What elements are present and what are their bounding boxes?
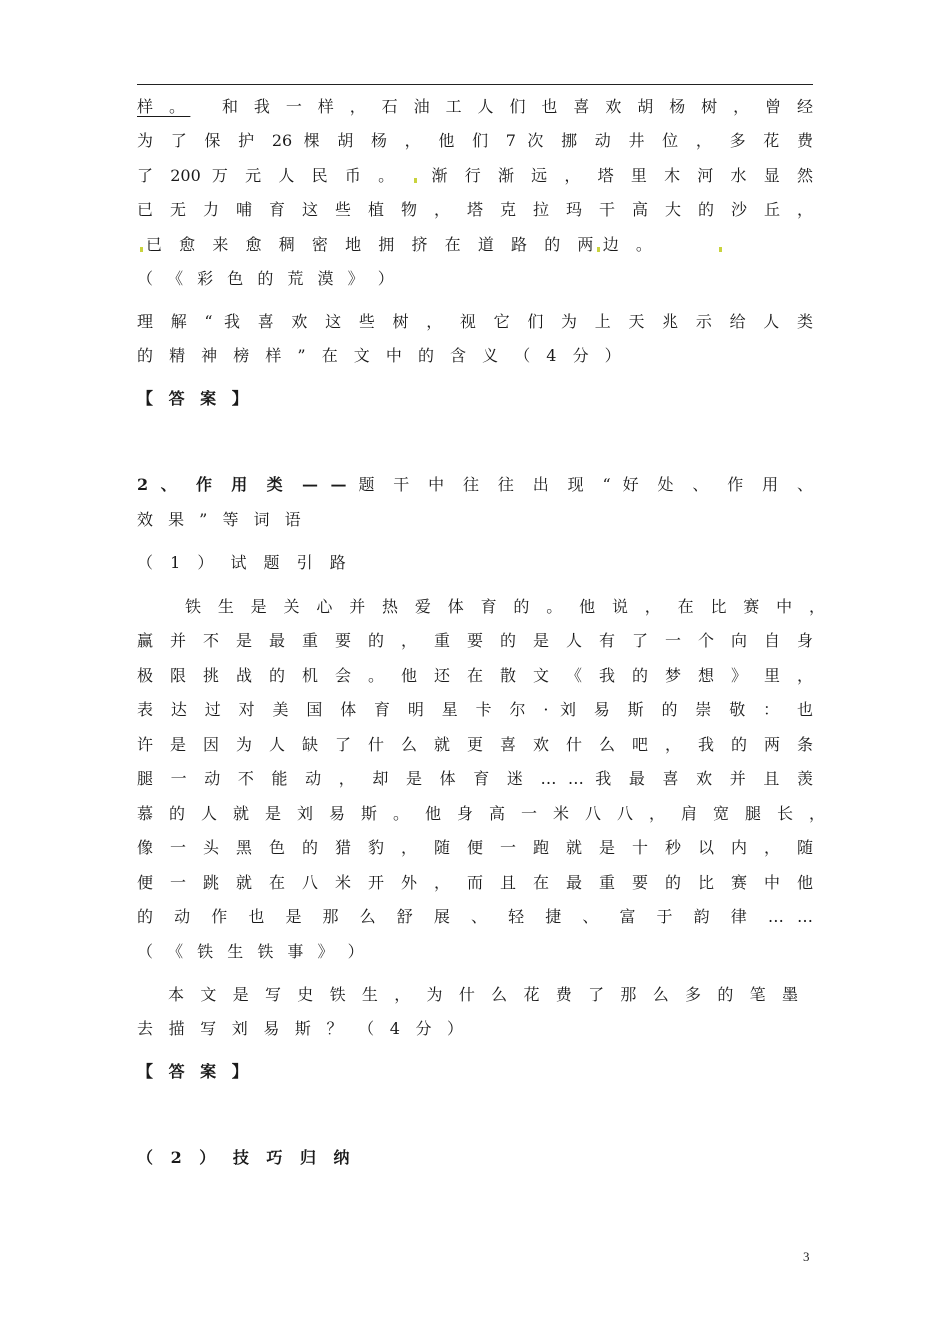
section2-heading-text: 题 干 中 往 往 出 现 “ 好 处 、 作 用 、	[358, 475, 813, 494]
passage1-text: 边 。	[602, 235, 653, 254]
page-number: 3	[803, 1249, 810, 1264]
passage1-source: （ 《 彩 色 的 荒 漠 》 ）	[137, 269, 394, 288]
passage1-text: 渐 行 渐 远 ， 塔 里 木 河 水 显 然	[431, 166, 813, 185]
passage2-line: 铁 生 是 关 心 并 热 爱 体 育 的 。 他 说 ， 在 比 赛 中 ，	[185, 597, 825, 616]
passage2-line: 表 达 过 对 美 国 体 育 明 星 卡 尔 · 刘 易 斯 的 崇 敬 ： 也	[137, 700, 813, 719]
answer-label: 【 答 案 】	[137, 1062, 248, 1081]
question2-line: 去 描 写 刘 易 斯 ？ （ 4 分 ）	[137, 1019, 464, 1038]
passage2-line: 极 限 挑 战 的 机 会 。 他 还 在 散 文 《 我 的 梦 想 》 里 ，	[137, 666, 813, 685]
passage2-line: 许 是 因 为 人 缺 了 什 么 就 更 喜 欢 什 么 吧 ， 我 的 两 条	[137, 735, 813, 754]
passage2-source: （ 《 铁 生 铁 事 》 ）	[137, 942, 364, 961]
highlight-mark	[719, 247, 722, 252]
highlight-mark	[140, 247, 143, 252]
passage1-line: 已 无 力 哺 育 这 些 植 物 ， 塔 克 拉 玛 干 高 大 的 沙 丘 ，	[137, 200, 813, 219]
passage1-line	[137, 165, 813, 187]
passage1-text: 了 200 万 元 人 民 币 。	[137, 166, 401, 185]
highlight-mark	[414, 178, 417, 183]
passage2-line: 便 一 跳 就 在 八 米 开 外 ， 而 且 在 最 重 要 的 比 赛 中 他	[137, 873, 813, 892]
passage1-text: 和 我 一 样 ， 石 油 工 人 们 也 喜 欢 胡 杨 树 ， 曾 经	[221, 97, 813, 116]
passage2-line: 慕 的 人 就 是 刘 易 斯 。 他 身 高 一 米 八 八 ， 肩 宽 腿 长 ，	[137, 804, 825, 823]
passage1-line	[137, 234, 813, 256]
passage1-line	[137, 96, 813, 118]
question2-line: 本 文 是 写 史 铁 生 ， 为 什 么 花 费 了 那 么 多 的 笔 墨	[168, 985, 798, 1004]
section2-heading	[137, 474, 813, 496]
header-rule	[137, 84, 813, 85]
passage1-text: 已 愈 来 愈 稠 密 地 拥 挤 在 道 路 的 两	[146, 235, 594, 254]
section3-subheading: （ 2 ） 技 巧 归 纳	[137, 1148, 350, 1167]
section2-subheading: （ 1 ） 试 题 引 路	[137, 553, 346, 572]
passage2-line: 的 动 作 也 是 那 么 舒 展 、 轻 捷 、 富 于 韵 律 … …	[137, 907, 813, 926]
question1-line: 理 解 “ 我 喜 欢 这 些 树 ， 视 它 们 为 上 天 兆 示 给 人 类	[137, 312, 813, 331]
underlined-text: 样 。	[137, 97, 191, 116]
passage2-line: 腿 一 动 不 能 动 ， 却 是 体 育 迷 … … 我 最 喜 欢 并 且 羡	[137, 769, 813, 788]
passage2-line: 像 一 头 黑 色 的 猎 豹 ， 随 便 一 跑 就 是 十 秒 以 内 ， 随	[137, 838, 813, 857]
section2-heading-bold: 2 、 作 用 类 — —	[137, 475, 347, 494]
question1-line: 的 精 神 榜 样 ” 在 文 中 的 含 义 （ 4 分 ）	[137, 346, 621, 365]
section2-heading-line2: 效 果 ” 等 词 语	[137, 510, 301, 529]
passage1-line: 为 了 保 护 26 棵 胡 杨 ， 他 们 7 次 挪 动 井 位 ， 多 花 费	[137, 131, 813, 150]
highlight-mark	[597, 247, 600, 252]
answer-label: 【 答 案 】	[137, 389, 248, 408]
passage2-line: 赢 并 不 是 最 重 要 的 ， 重 要 的 是 人 有 了 一 个 向 自 身	[137, 631, 813, 650]
